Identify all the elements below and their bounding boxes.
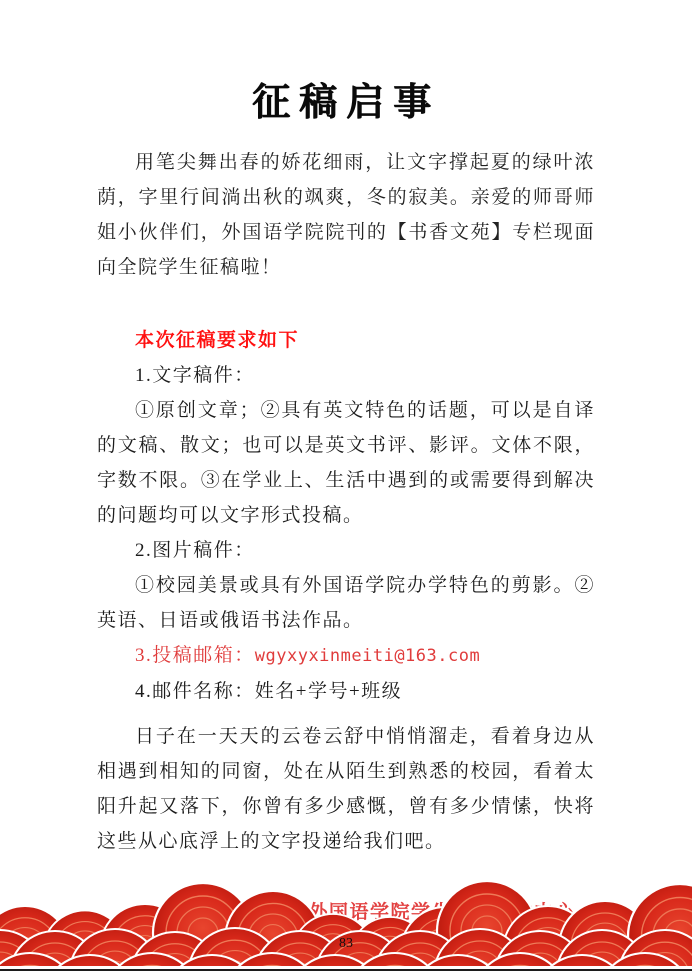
page-title: 征稿启事 <box>251 79 440 124</box>
closing-paragraph: 日子在一天天的云卷云舒中悄悄溜走，看着身边从相遇到相知的同窗，处在从陌生到熟悉的校园，看着太阳升起又落下，你曾有多少感慨，曾有多少情愫，快将这些从心底浮上的文字投递给我们吧。 <box>97 726 595 852</box>
item2-title: 2.图片稿件： <box>135 540 255 561</box>
item4-naming-rule: 4.邮件名称：姓名+学号+班级 <box>135 681 403 702</box>
intro-paragraph: 用笔尖舞出春的娇花细雨，让文字撑起夏的绿叶浓荫，字里行间淌出秋的飒爽，冬的寂美。亲爱的师哥师姐小伙伴们，外国语学院院刊的【书香文苑】专栏现面向全院学生征稿啦！ <box>97 152 595 278</box>
item2-body: ①校园美景或具有外国语学院办学特色的剪影。②英语、日语或俄语书法作品。 <box>97 575 595 631</box>
document-body <box>97 145 595 930</box>
page-bottom-rule <box>0 969 692 971</box>
item1-body: ①原创文章；②具有英文特色的话题，可以是自译的文稿、散文；也可以是英文书评、影评。文体不限，字数不限。③在学业上、生活中遇到的或需要得到解决的问题均可以文字形式投稿。 <box>97 400 595 526</box>
item3-email-line <box>97 638 595 674</box>
page-number: 83 <box>339 936 353 951</box>
item1-title: 1.文字稿件： <box>135 365 255 386</box>
email-label: 3.投稿邮箱： <box>135 645 255 666</box>
requirements-heading: 本次征稿要求如下 <box>135 330 300 351</box>
submission-email: wgyxyxinmeiti@163.com <box>254 646 481 666</box>
